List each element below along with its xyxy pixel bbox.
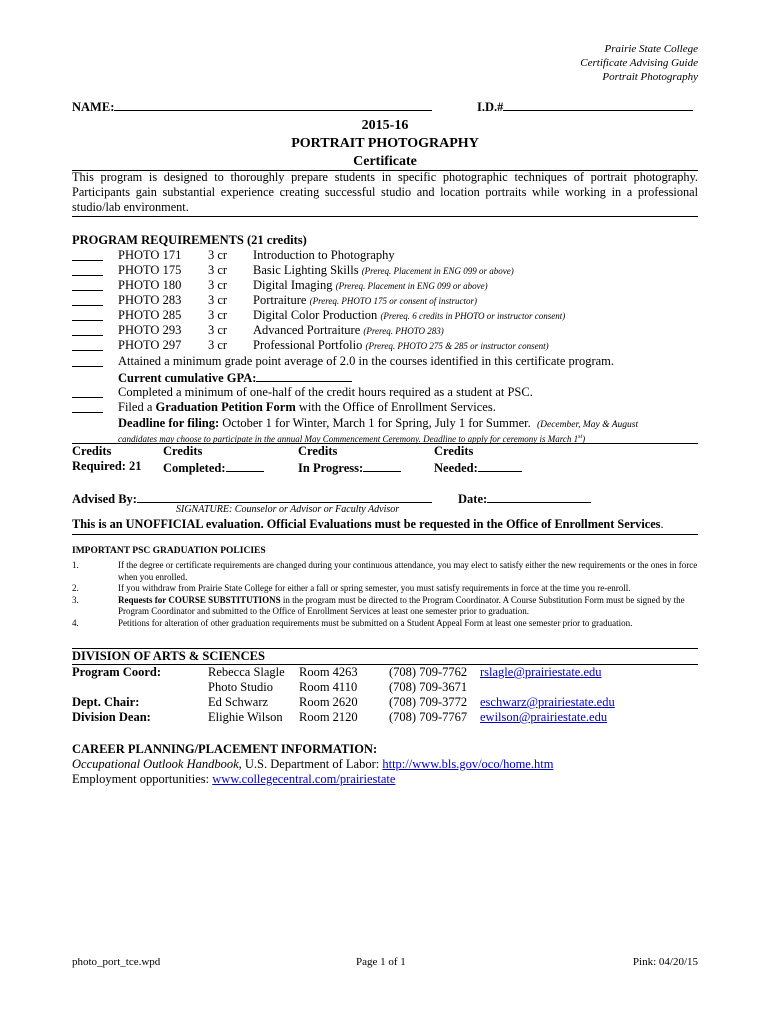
checkbox-blank[interactable] xyxy=(72,354,103,367)
course-prereq: (Prereq. PHOTO 283) xyxy=(363,326,444,336)
contact-email-link[interactable]: eschwarz@prairiestate.edu xyxy=(480,695,615,709)
career-heading: CAREER PLANNING/PLACEMENT INFORMATION: xyxy=(72,742,378,756)
ceremony-note: candidates may choose to participate in the annual May Commencement Ceremony. Deadline to apply for ceremony is March 1 xyxy=(118,434,579,444)
unofficial-notice xyxy=(72,517,664,532)
guide-name: Certificate Advising Guide xyxy=(580,57,698,69)
date-label: Date: xyxy=(458,492,488,506)
credits-required-label: Credits xyxy=(72,444,112,458)
requirements-heading: PROGRAM REQUIREMENTS (21 credits) xyxy=(72,233,307,247)
program-name: Portrait Photography xyxy=(602,71,698,83)
credits-progress-line[interactable] xyxy=(363,459,401,472)
signature-note: SIGNATURE: Counselor or Advisor or Faculty Advisor xyxy=(176,504,400,515)
checkbox-blank[interactable] xyxy=(72,400,103,413)
policy-text: If you withdraw from Prairie State College for either a fall or spring semester, you must satisfy requirements in force at the time you re-enroll. xyxy=(118,583,631,594)
contact-row xyxy=(72,680,698,695)
deadline-note: (December, May & August xyxy=(536,420,639,430)
course-code: PHOTO 171 xyxy=(118,248,182,262)
credits-needed-label: Credits xyxy=(434,444,474,458)
course-prereq: (Prereq. Placement in ENG 099 or above) xyxy=(361,266,514,276)
name-line[interactable] xyxy=(114,98,432,111)
credits-completed[interactable] xyxy=(163,444,264,476)
ceremony-note-end: ) xyxy=(582,434,586,444)
college-name: Prairie State College xyxy=(604,43,698,55)
credits-progress-label: Credits xyxy=(298,444,338,458)
course-code: PHOTO 283 xyxy=(118,293,182,307)
course-prereq: (Prereq. 6 credits in PHOTO or instructor consent) xyxy=(380,311,566,321)
course-credits: 3 cr xyxy=(208,293,228,307)
date-line[interactable] xyxy=(487,490,591,503)
contact-role: Division Dean: xyxy=(72,710,151,724)
division-heading: DIVISION OF ARTS & SCIENCES xyxy=(72,649,265,663)
gpa-line[interactable] xyxy=(256,369,352,382)
handbook-line xyxy=(72,757,553,772)
course-code: PHOTO 297 xyxy=(118,338,182,352)
id-line[interactable] xyxy=(503,98,693,111)
credits-required xyxy=(72,444,142,474)
contact-row xyxy=(72,665,698,680)
policy-number: 3. xyxy=(72,594,79,605)
course-prereq: (Prereq. PHOTO 275 & 285 or instructor consent) xyxy=(365,341,549,351)
contact-row xyxy=(72,695,698,710)
checkbox-blank[interactable] xyxy=(72,323,103,336)
credits-completed-field-label: Completed: xyxy=(163,461,226,475)
petition-text: Filed a xyxy=(118,400,156,414)
course-code: PHOTO 285 xyxy=(118,308,182,322)
checkbox-blank[interactable] xyxy=(72,248,103,261)
employment-label: Employment opportunities: xyxy=(72,772,213,786)
course-code: PHOTO 293 xyxy=(118,323,182,337)
policy-item xyxy=(72,560,698,583)
contact-phone: (708) 709-3671 xyxy=(389,680,468,694)
credits-needed[interactable] xyxy=(434,444,522,476)
unofficial-period: . xyxy=(660,517,664,531)
title-type: Certificate xyxy=(353,154,417,169)
course-title: Digital Imaging xyxy=(253,278,333,292)
advised-by-label: Advised By: xyxy=(72,492,137,506)
contact-phone: (708) 709-3772 xyxy=(389,695,468,709)
id-field[interactable] xyxy=(477,98,693,115)
policy-number: 1. xyxy=(72,560,79,570)
petition-text-end: with the Office of Enrollment Services. xyxy=(295,400,496,414)
contact-room: Room 4263 xyxy=(299,665,358,679)
contact-name: Ed Schwarz xyxy=(208,695,269,709)
course-credits: 3 cr xyxy=(208,248,228,262)
divider xyxy=(72,216,698,217)
policy-item xyxy=(72,595,698,618)
contact-phone: (708) 709-7762 xyxy=(389,665,468,679)
course-title: Digital Color Production xyxy=(253,308,378,322)
course-title: Introduction to Photography xyxy=(253,248,395,262)
footer-page-number: Page 1 of 1 xyxy=(356,956,406,968)
course-code: PHOTO 180 xyxy=(118,278,182,292)
policies-list xyxy=(72,560,698,630)
course-credits: 3 cr xyxy=(208,338,228,352)
footer-revision: Pink: 04/20/15 xyxy=(632,956,698,968)
footer-filename: photo_port_tce.wpd xyxy=(72,956,161,968)
course-title: Portraiture xyxy=(253,293,307,307)
handbook-source: , U.S. Department of Labor: xyxy=(238,757,383,771)
contact-name: Elighie Wilson xyxy=(208,710,283,724)
divider xyxy=(72,534,698,535)
credits-in-progress[interactable] xyxy=(298,444,401,476)
gpa-label: Current cumulative GPA: xyxy=(118,371,257,385)
employment-link[interactable]: www.collegecentral.com/prairiestate xyxy=(212,772,396,786)
contact-role: Dept. Chair: xyxy=(72,695,140,709)
handbook-title: Occupational Outlook Handbook xyxy=(72,757,239,771)
policy-bold: Requests for COURSE SUBSTITUTIONS xyxy=(118,594,281,605)
program-description: This program is designed to thoroughly prepare students in specific photographic techniques of portrait photography. Participants gain substantial experience creating successful studio and location portraits while working in a professional studio/lab environment. xyxy=(72,170,698,214)
course-credits: 3 cr xyxy=(208,278,228,292)
contact-email-link[interactable]: rslagle@prairiestate.edu xyxy=(480,665,602,679)
employment-line xyxy=(72,772,395,787)
course-title: Basic Lighting Skills xyxy=(253,263,359,277)
course-title: Advanced Portraiture xyxy=(253,323,361,337)
contact-room: Room 2120 xyxy=(299,710,358,724)
contact-role: Program Coord: xyxy=(72,665,161,679)
course-prereq: (Prereq. PHOTO 175 or consent of instructor) xyxy=(309,296,477,306)
course-prereq: (Prereq. Placement in ENG 099 or above) xyxy=(335,281,488,291)
gpa-requirement: Attained a minimum grade point average of 2.0 in the courses identified in this certificate program. xyxy=(118,354,615,368)
title-program: PORTRAIT PHOTOGRAPHY xyxy=(291,136,479,151)
unofficial-text: This is an UNOFFICIAL evaluation. Official Evaluations must be requested in the Office of Enrollment Services xyxy=(72,517,661,531)
policy-text: Petitions for alteration of other graduation requirements must be submitted on a Student Appeal Form at least one semester prior to graduation. xyxy=(118,617,633,628)
name-label: NAME: xyxy=(72,100,115,114)
checkbox-blank[interactable] xyxy=(72,338,103,351)
policy-number: 4. xyxy=(72,617,79,628)
date-field[interactable] xyxy=(458,490,591,507)
contact-room: Room 2620 xyxy=(299,695,358,709)
advised-by-line[interactable] xyxy=(137,490,432,503)
policy-text: in the program must be directed to the Program Coordinator. A Course Substitution Form must be signed by the Program Coordinator and submitted to the Office of Enrollment Services at least one semester prior to graduation. xyxy=(118,594,685,617)
id-label: I.D.# xyxy=(477,100,504,114)
division-contacts xyxy=(72,665,698,725)
contact-phone: (708) 709-7767 xyxy=(389,710,468,724)
course-credits: 3 cr xyxy=(208,263,228,277)
contact-name: Photo Studio xyxy=(208,680,273,694)
name-field[interactable] xyxy=(72,98,432,115)
hours-requirement: Completed a minimum of one-half of the credit hours required as a student at PSC. xyxy=(118,385,533,399)
credits-completed-line[interactable] xyxy=(226,459,264,472)
policy-number: 2. xyxy=(72,583,79,594)
contact-email-link[interactable]: ewilson@prairiestate.edu xyxy=(480,710,608,724)
ceremony-note-sup: st xyxy=(578,434,583,440)
petition-form-name: Graduation Petition Form xyxy=(155,400,296,414)
course-code: PHOTO 175 xyxy=(118,263,182,277)
document-header xyxy=(580,42,698,84)
title-year: 2015-16 xyxy=(361,118,409,133)
course-credits: 3 cr xyxy=(208,323,228,337)
credits-required-value: Required: 21 xyxy=(72,459,142,473)
credits-needed-line[interactable] xyxy=(478,459,522,472)
policy-item xyxy=(72,583,698,595)
contact-name: Rebecca Slagle xyxy=(208,665,285,679)
policy-text: If the degree or certificate requirements are changed during your continuous attendance, you may elect to satisfy either the new requirements or the ones in force when you enrolled. xyxy=(118,560,698,582)
checkbox-blank[interactable] xyxy=(72,308,103,321)
course-credits: 3 cr xyxy=(208,308,228,322)
handbook-link[interactable]: http://www.bls.gov/oco/home.htm xyxy=(382,757,554,771)
checkbox-blank[interactable] xyxy=(72,293,103,306)
credits-needed-field-label: Needed: xyxy=(434,461,478,475)
contact-room: Room 4110 xyxy=(299,680,358,694)
contact-row xyxy=(72,710,698,725)
credits-completed-label: Credits xyxy=(163,444,203,458)
checkbox-blank[interactable] xyxy=(72,385,103,398)
course-title: Professional Portfolio xyxy=(253,338,363,352)
credits-progress-field-label: In Progress: xyxy=(298,461,364,475)
checkbox-blank[interactable] xyxy=(72,263,103,276)
deadline-text: October 1 for Winter, March 1 for Spring, July 1 for Summer. xyxy=(219,416,531,430)
checkbox-blank[interactable] xyxy=(72,278,103,291)
policies-heading: IMPORTANT PSC GRADUATION POLICIES xyxy=(72,546,266,556)
deadline-label: Deadline for filing: xyxy=(118,416,220,430)
policy-item xyxy=(72,618,698,630)
